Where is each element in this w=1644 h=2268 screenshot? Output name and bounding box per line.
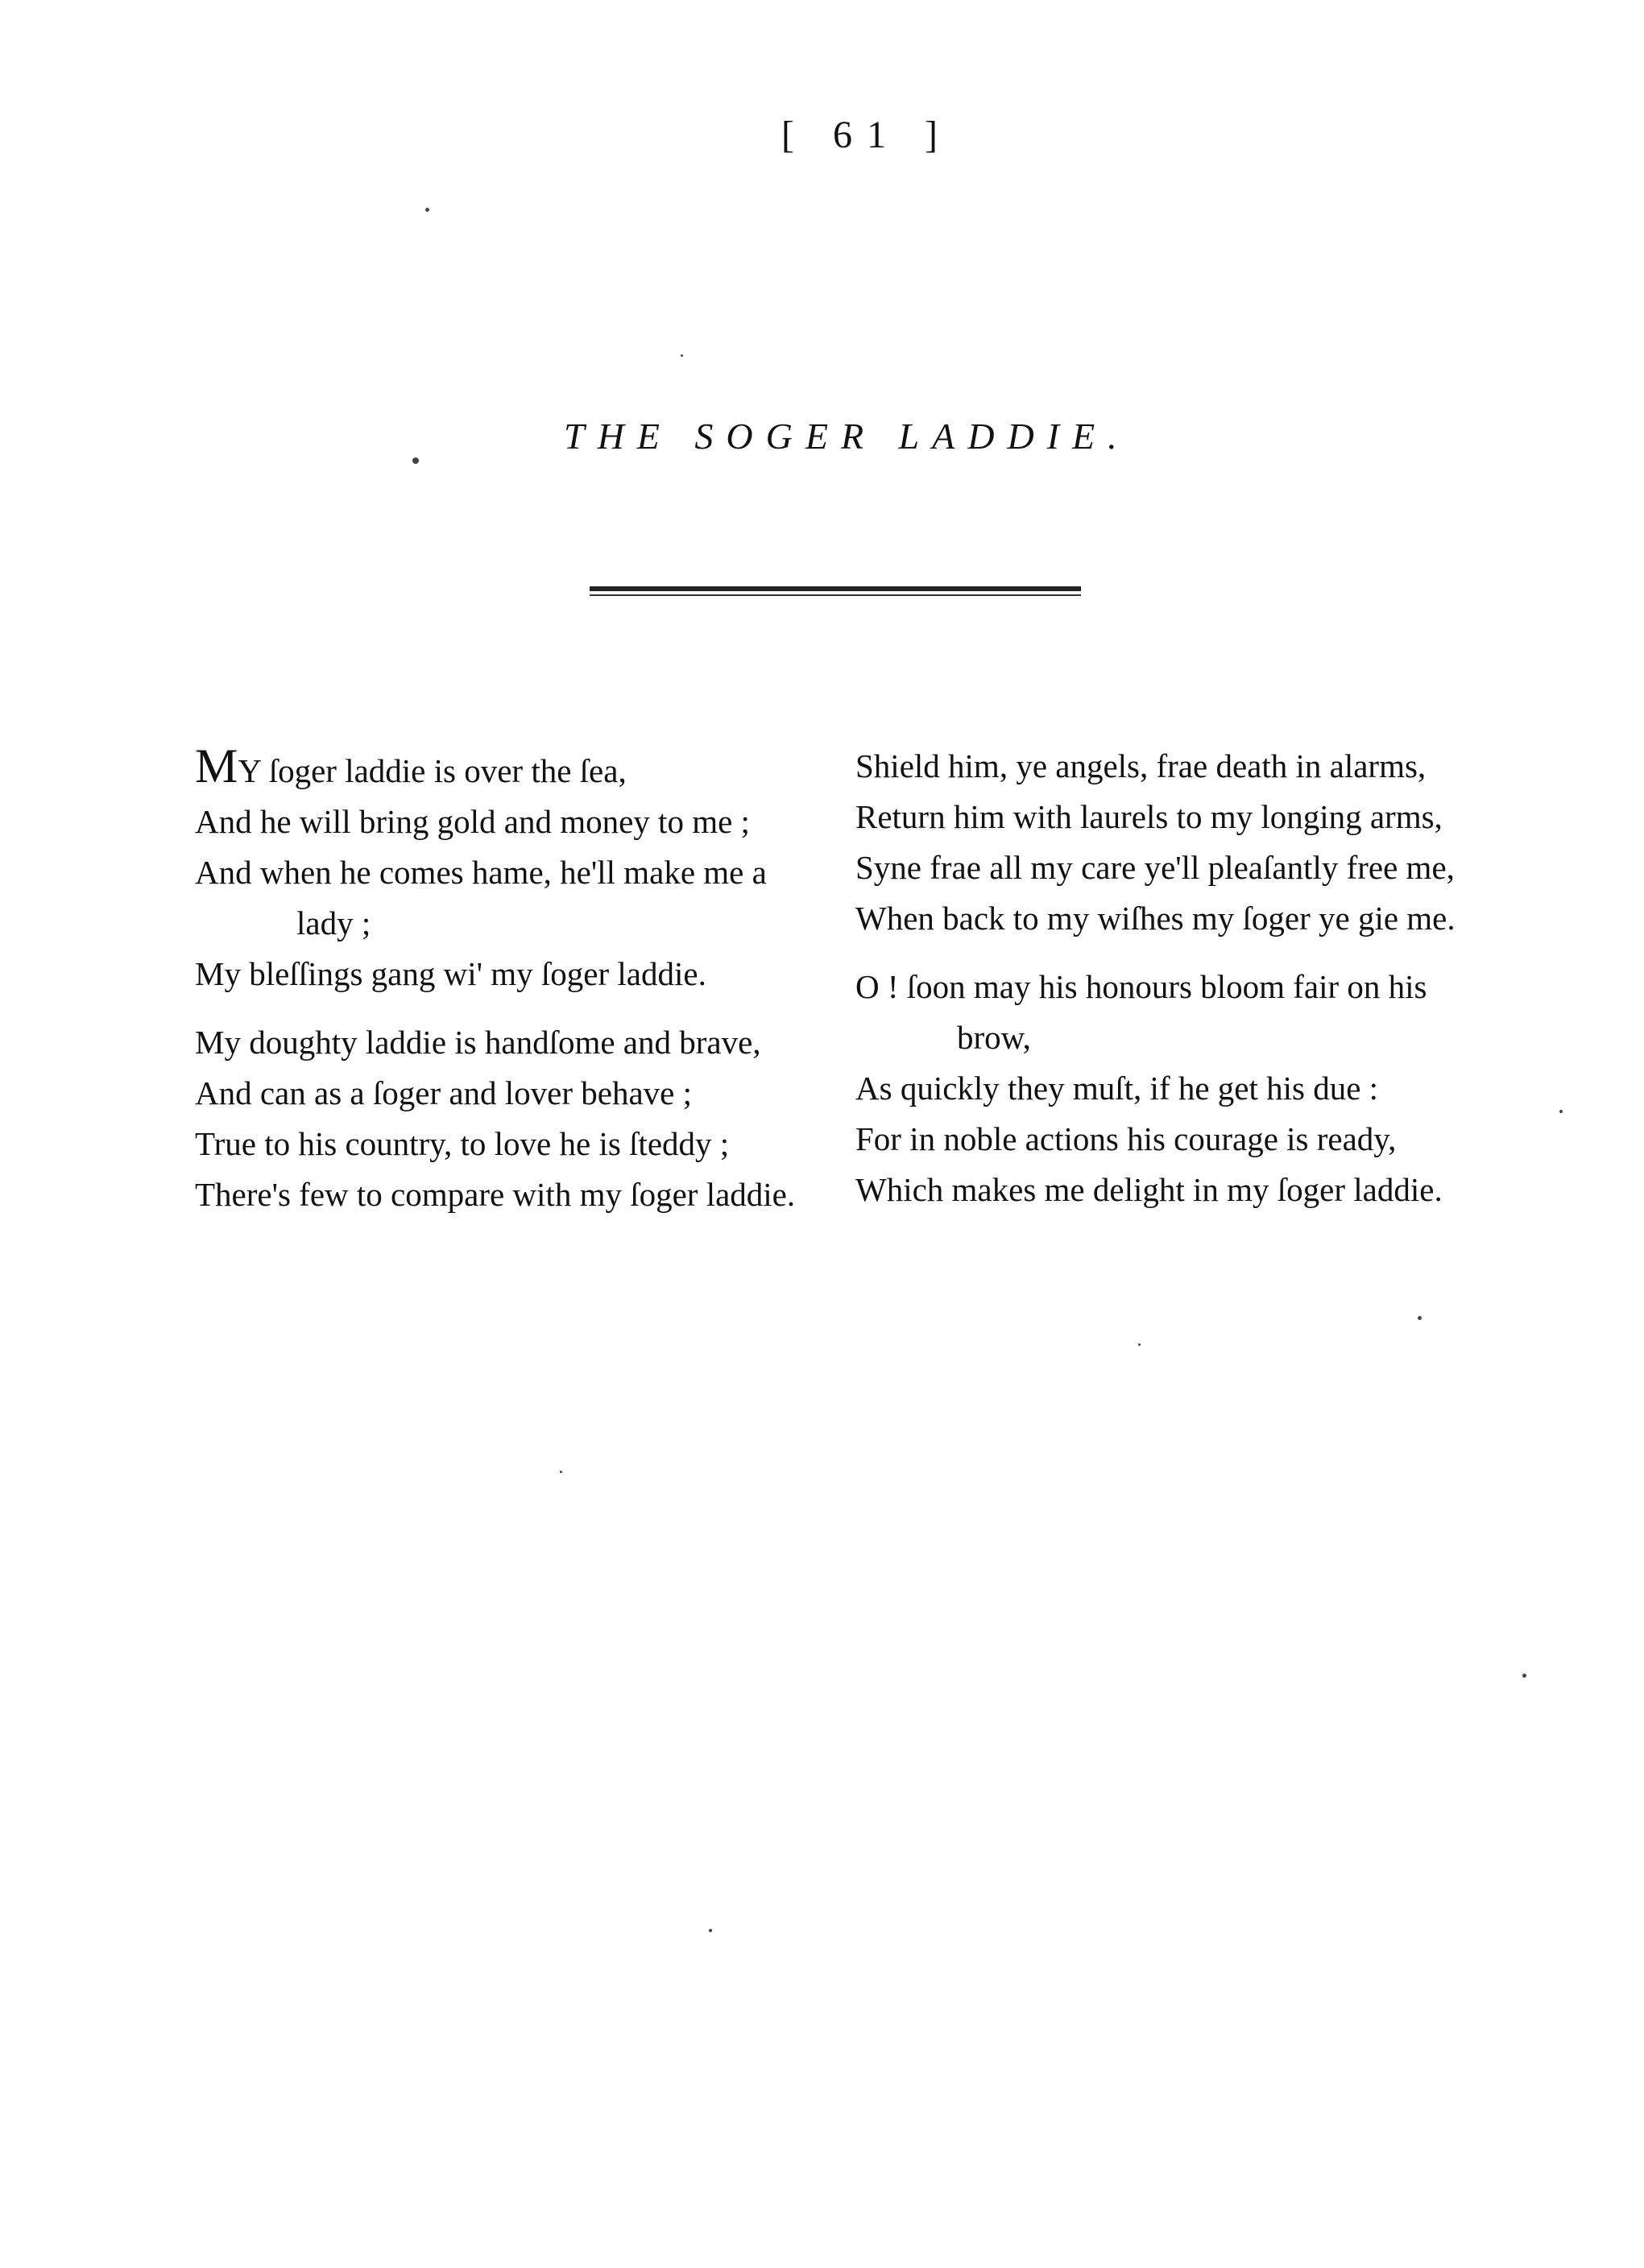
stanza [855,962,1500,1215]
poem-line [855,1012,1500,1063]
poem-line [195,797,839,847]
poem-line-text: My bleſſings gang wi' my ſoger laddie. [195,955,706,992]
stanza [195,1017,839,1220]
stanza [855,741,1500,944]
poem-line [195,898,839,949]
poem-line-text: Shield him, ye angels, frae death in alarms, [855,747,1427,784]
poem-line-text: As quickly they muſt, if he get his due : [855,1070,1379,1107]
poem-line [855,792,1500,842]
poem-line [855,1165,1500,1215]
title-rule [590,586,1081,596]
drop-cap: M [195,739,238,793]
poem-line [855,1063,1500,1114]
ink-speck [425,208,429,212]
poem-line [195,1119,839,1169]
poem-line-text: And when he comes hame, he'll make me a [195,854,767,891]
ink-speck [1418,1316,1422,1320]
poem-line-text: For in noble actions his courage is ready, [855,1120,1397,1157]
poem-line-text: brow, [957,1019,1031,1056]
poem-line-text: O ! ſoon may his honours bloom fair on his [855,968,1427,1005]
poem-left-column [195,741,839,1238]
poem-line-text: When back to my wiſhes my ſoger ye gie me. [855,900,1456,937]
poem-line-text: And can as a ſoger and lover behave ; [195,1074,693,1111]
poem-title: THE SOGER LADDIE. [564,416,1130,457]
poem-line-text: True to his country, to love he is ſteddy ; [195,1125,730,1162]
poem-line [195,741,839,797]
poem-line [195,1169,839,1220]
poem-line [855,1114,1500,1165]
poem-line [855,842,1500,893]
poem-line-text: Which makes me delight in my ſoger laddie. [855,1171,1443,1208]
stanza [195,741,839,999]
poem-line [195,949,839,999]
ink-speck [412,457,419,464]
ink-speck [560,1471,562,1473]
poem-line [855,893,1500,944]
poem-line [855,962,1500,1012]
poem-line-text: Return him with laurels to my longing arms, [855,798,1443,835]
poem-line-text: My doughty laddie is handſome and brave, [195,1024,761,1061]
poem-line [195,1068,839,1119]
ink-speck [1559,1110,1563,1113]
poem-line-text: And he will bring gold and money to me ; [195,803,750,840]
ink-speck [1522,1674,1526,1678]
ink-speck [681,354,683,357]
poem-right-column [855,741,1500,1233]
ink-speck [709,1929,712,1932]
poem-line [195,1017,839,1068]
poem-line-text: There's few to compare with my ſoger laddie. [195,1176,796,1213]
page-number: [ 61 ] [781,114,952,156]
poem-line-text: Y ſoger laddie is over the ſea, [238,752,627,789]
poem-line-text: Syne frae all my care ye'll pleaſantly free me, [855,849,1455,886]
ink-speck [1138,1343,1141,1346]
poem-line [195,847,839,898]
poem-line-text: lady ; [296,904,371,942]
poem-line [855,741,1500,792]
